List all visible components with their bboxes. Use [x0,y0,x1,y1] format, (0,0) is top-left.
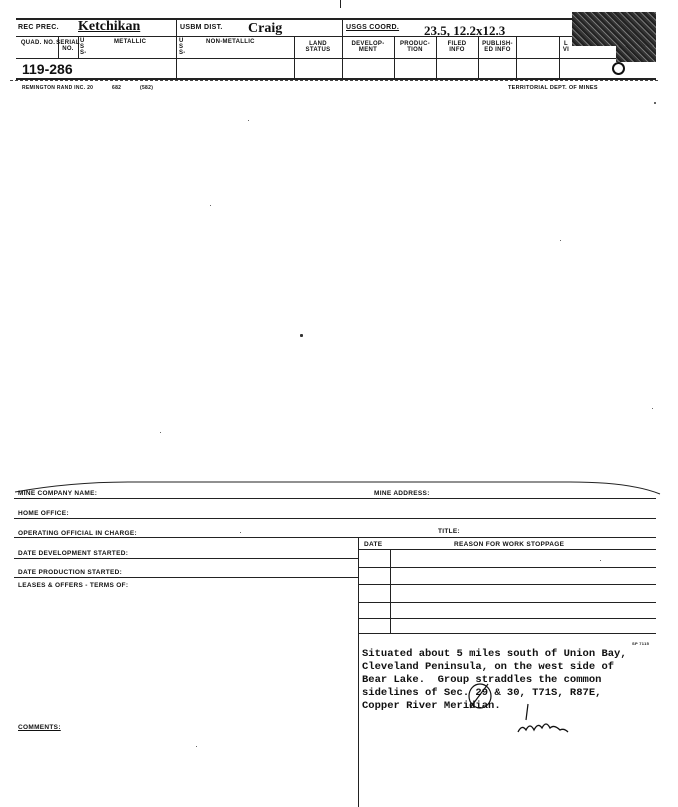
usgs-coord-label: USGS COORD. [346,24,400,31]
location-note-line: Copper River Meridian. [362,700,501,712]
scan-artifact-lower [616,46,656,62]
non-metallic-label: NON-METALLIC [206,39,255,45]
usgs-coord-value: 23.5, 12.2x12.3 [424,23,506,38]
published-info-label: PUBLISH- ED INFO [482,41,513,53]
record-number: 119-286 [22,61,73,77]
mine-company-label: MINE COMPANY NAME: [18,490,98,497]
handwritten-circle [466,682,496,712]
scan-speck [248,120,249,121]
punch-mark [612,62,625,75]
form-number: 682 [112,85,122,91]
form-top-border [10,474,670,496]
location-note-line: Situated about 5 miles south of Union Bay, [362,648,627,660]
location-note-line: Cleveland Peninsula, on the west side of [362,661,615,673]
rec-prec-label: REC PREC. [18,24,59,31]
scan-speck [652,408,653,409]
department-name: TERRITORIAL DEPT. OF MINES [508,85,598,91]
development-label: DEVELOP- MENT [351,41,385,53]
usbm-dist-value: Craig [248,21,283,36]
leases-offers-label: LEASES & OFFERS - TERMS OF: [18,582,129,589]
printer-imprint: REMINGTON RAND INC. 20 [22,85,94,91]
title-label: TITLE: [438,528,461,535]
quad-no-label: QUAD. NO. [20,40,56,46]
header-strip [16,18,656,88]
scan-speck [560,240,561,241]
location-note-line: sidelines of Sec. 29 & 30, T71S, R87E, [362,687,602,699]
comments-label: COMMENTS: [18,724,61,731]
home-office-label: HOME OFFICE: [18,510,69,517]
last-column-label: L VI [562,41,570,53]
usbm-dist-label: USBM DIST. [180,24,223,31]
location-note-line: Bear Lake. Group straddles the common [362,674,602,686]
production-label: PRODUC- TION [399,41,431,53]
form-code: SP 7115 [632,641,650,646]
scan-artifact [572,12,656,46]
perforation-line [10,80,658,82]
metallic-label: METALLIC [114,39,147,45]
reason-column-label: REASON FOR WORK STOPPAGE [454,541,565,548]
scan-speck [160,432,161,433]
metallic-codes: U S S- [80,38,87,56]
scan-speck [300,334,303,337]
lower-form [0,470,678,807]
non-metallic-codes: U S S- [179,38,186,56]
handwritten-initials [516,702,570,738]
scan-speck [654,102,656,104]
filed-info-label: FILED INFO [447,41,467,53]
scan-speck [196,746,197,747]
scan-speck [210,205,211,206]
date-development-started-label: DATE DEVELOPMENT STARTED: [18,550,129,557]
rec-prec-value: Ketchikan [78,19,141,34]
date-column-label: DATE [364,541,383,548]
top-tick-mark [340,0,341,8]
serial-no-label: SERIAL NO. [56,40,80,52]
scan-speck [240,532,241,533]
form-revision: (582) [140,85,154,91]
land-status-label: LAND STATUS [305,41,331,53]
scan-speck [600,560,601,561]
operating-official-label: OPERATING OFFICIAL IN CHARGE: [18,530,137,537]
date-production-started-label: DATE PRODUCTION STARTED: [18,569,123,576]
mine-address-label: MINE ADDRESS: [374,490,430,497]
